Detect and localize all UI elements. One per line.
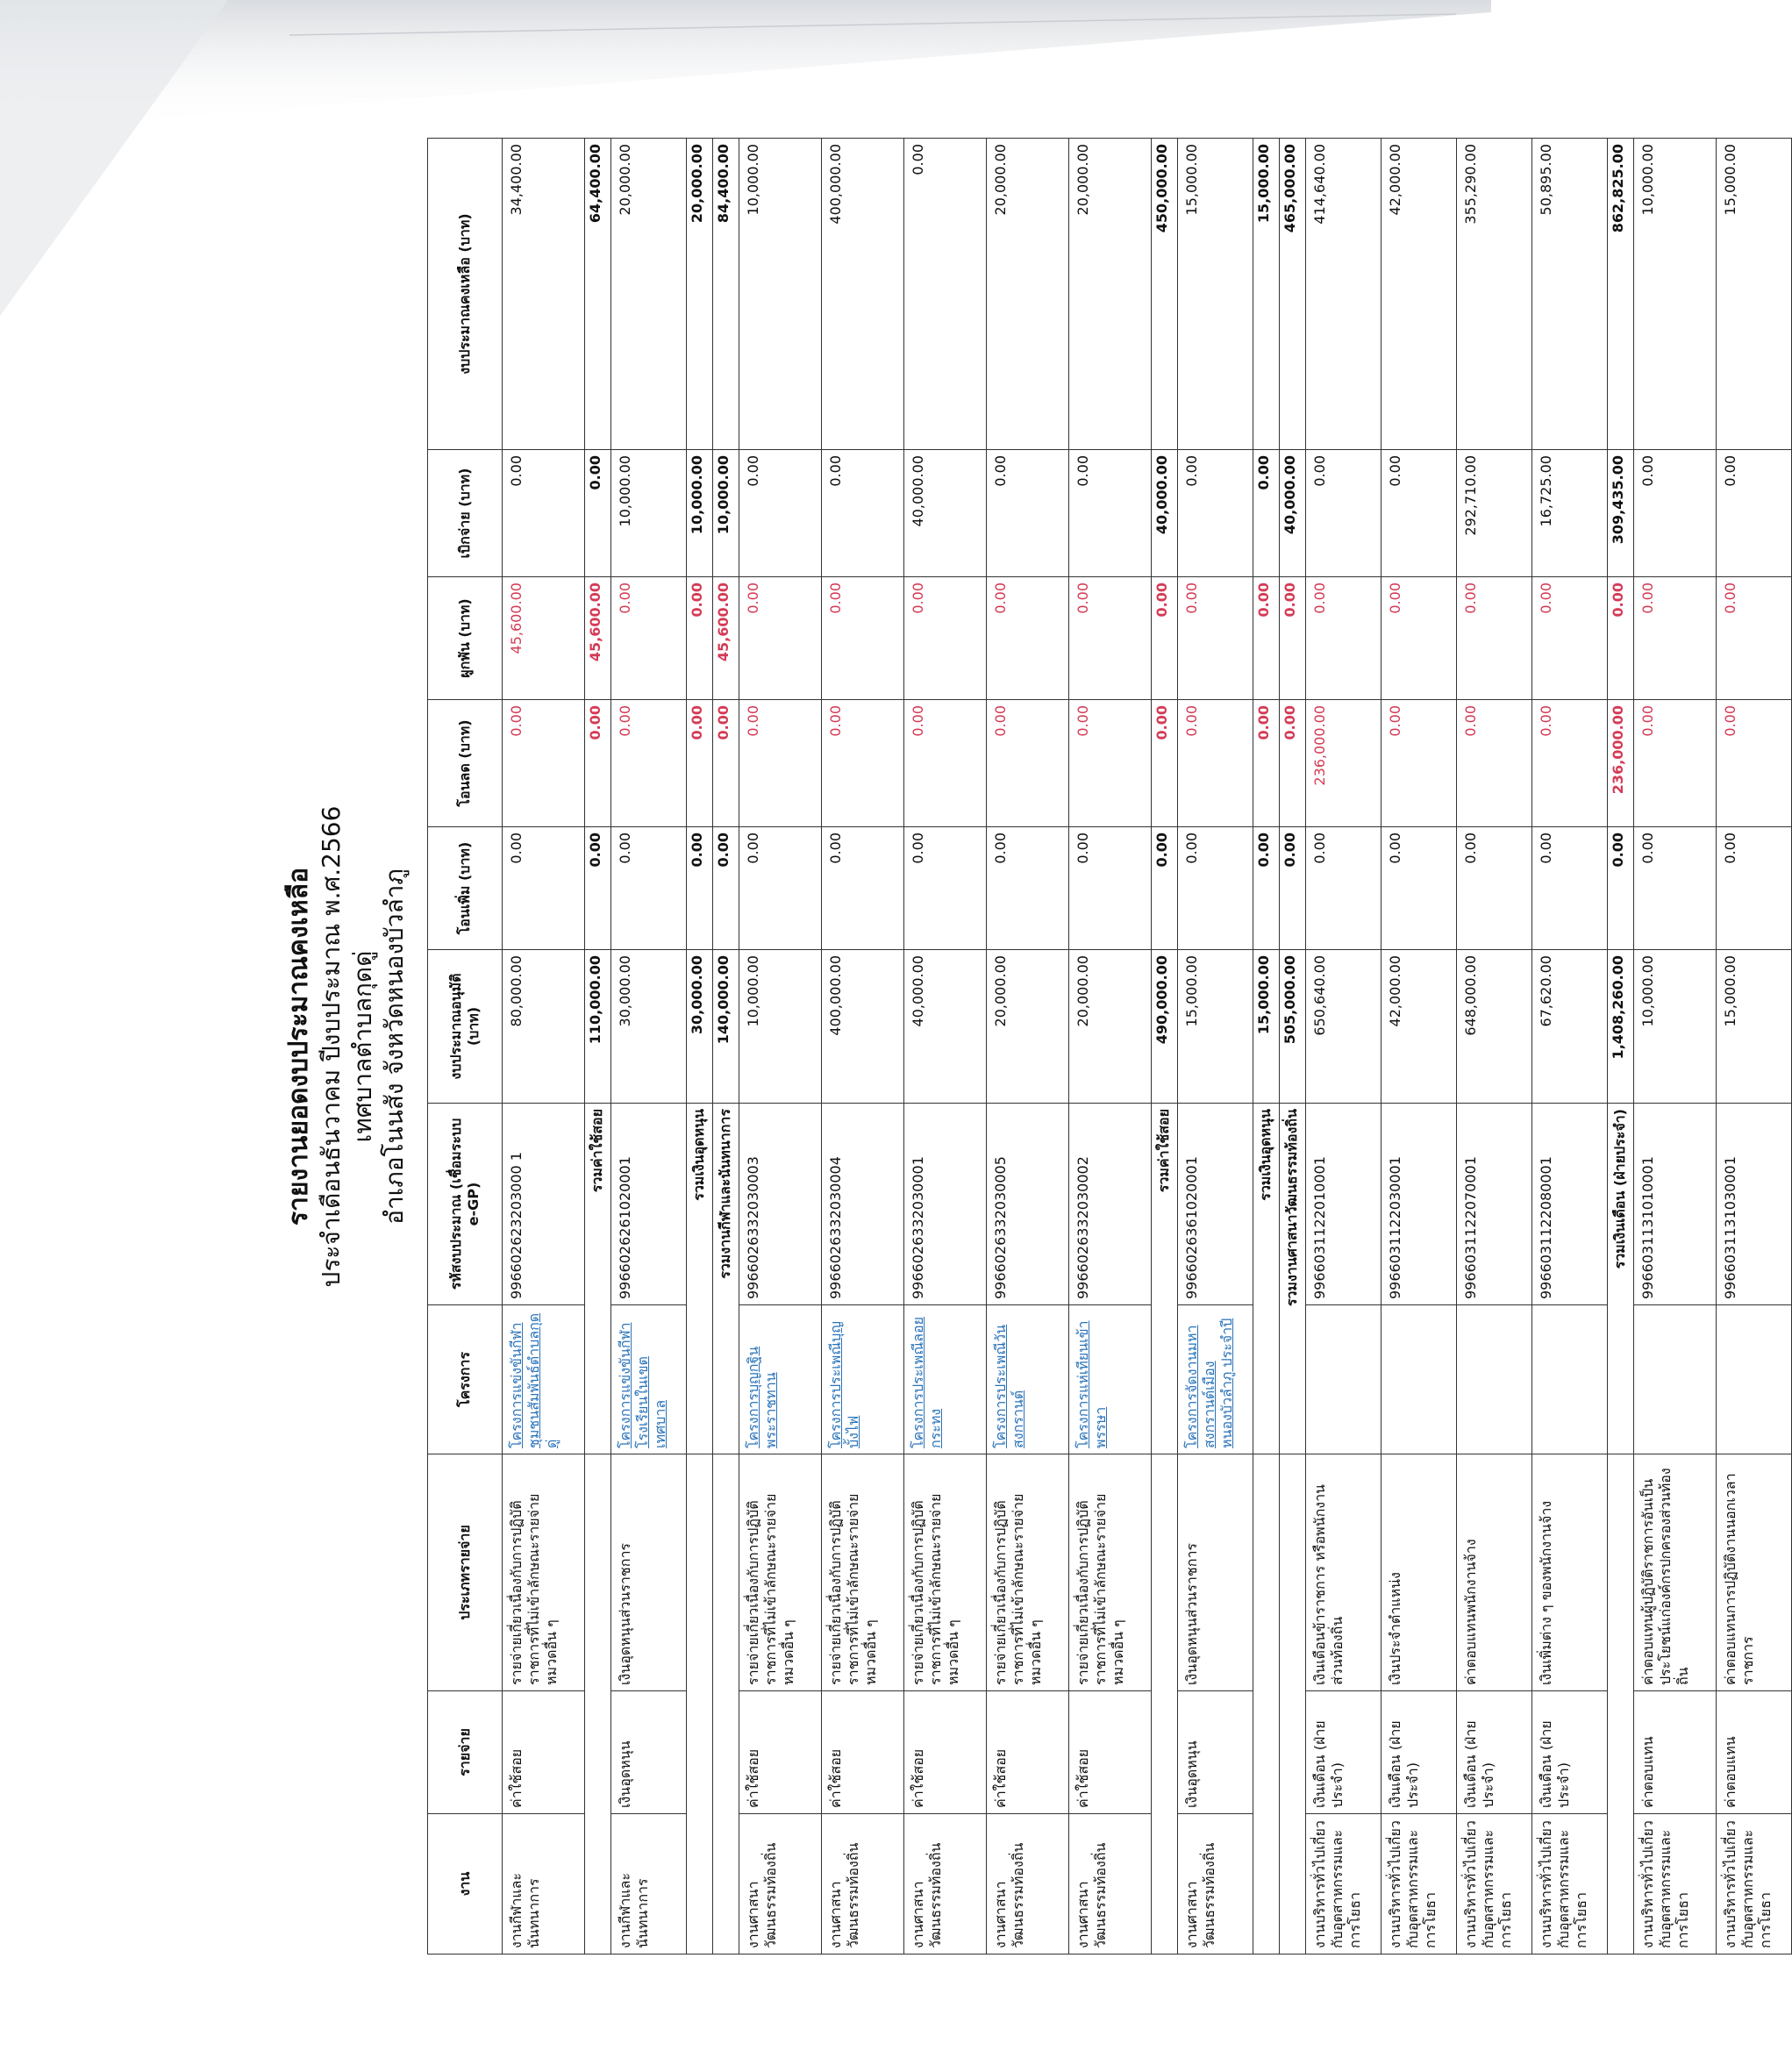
cell-expense-type: รายจ่ายเกี่ยวเนื่องกับการปฏิบัติราชการที่ไม่เข้าลักษณะรายจ่ายหมวดอื่น ๆ bbox=[822, 1454, 904, 1691]
cell-transfer-out: 0.00 bbox=[822, 700, 904, 827]
cell-work: งานกีฬาและนันทนาการ bbox=[503, 1814, 585, 1955]
cell-transfer-out: 0.00 bbox=[1634, 700, 1717, 827]
subtotal-label: รวมเงินเดือน (ฝ่ายประจำ) bbox=[1608, 1104, 1634, 1454]
cell-disbursed: 0.00 bbox=[1306, 450, 1381, 577]
cell-work: งานบริหารทั่วไปเกี่ยวกับอุตสาหกรรมและการโยธา bbox=[1457, 1814, 1532, 1955]
cell-code: 9966026361020001 bbox=[1178, 1104, 1253, 1305]
cell-commitment: 0.00 bbox=[1069, 577, 1152, 700]
col-transfer-in: โอนเพิ่ม (บาท) bbox=[428, 827, 503, 950]
cell-project[interactable]: โครงการแห่เทียนเข้าพรรษา bbox=[1069, 1305, 1152, 1454]
cell-remaining: 862,825.00 bbox=[1608, 139, 1634, 450]
cell-project[interactable]: โครงการประเพณีวันสงกรานต์ bbox=[987, 1305, 1069, 1454]
cell-remaining: 20,000.00 bbox=[987, 139, 1069, 450]
cell-code: 9966031122010001 bbox=[1306, 1104, 1381, 1305]
cell-approved: 20,000.00 bbox=[987, 950, 1069, 1104]
cell-project[interactable]: โครงการบุญกฐินพระราชทาน bbox=[739, 1305, 822, 1454]
table-row bbox=[1306, 139, 1381, 1955]
cell-code: 9966026332030005 bbox=[987, 1104, 1069, 1305]
cell-transfer-out: 236,000.00 bbox=[1608, 700, 1634, 827]
subtotal-row bbox=[1152, 139, 1178, 1955]
cell-work: งานศาสนาวัฒนธรรมท้องถิ่น bbox=[904, 1814, 987, 1955]
cell-code: 9966031122080001 bbox=[1532, 1104, 1608, 1305]
cell-expense: เงินเดือน (ฝ่ายประจำ) bbox=[1381, 1691, 1457, 1814]
col-disbursed: เบิกจ่าย (บาท) bbox=[428, 450, 503, 577]
cell-expense-type: รายจ่ายเกี่ยวเนื่องกับการปฏิบัติราชการที่ไม่เข้าลักษณะรายจ่ายหมวดอื่น ๆ bbox=[739, 1454, 822, 1691]
cell-disbursed: 0.00 bbox=[503, 450, 585, 577]
cell-disbursed: 40,000.00 bbox=[1280, 450, 1306, 577]
cell-transfer-in: 0.00 bbox=[739, 827, 822, 950]
subtotal-label: รวมค่าใช้สอย bbox=[1152, 1104, 1178, 1454]
cell-commitment: 0.00 bbox=[822, 577, 904, 700]
cell-transfer-in: 0.00 bbox=[503, 827, 585, 950]
cell-code: 9966031122030001 bbox=[1381, 1104, 1457, 1305]
cell-disbursed: 0.00 bbox=[987, 450, 1069, 577]
cell-disbursed: 0.00 bbox=[1634, 450, 1717, 577]
cell-remaining: 64,400.00 bbox=[585, 139, 611, 450]
cell-disbursed: 10,000.00 bbox=[687, 450, 713, 577]
cell-code: 9966026332030002 bbox=[1069, 1104, 1152, 1305]
cell-code: 9966026332030003 bbox=[739, 1104, 822, 1305]
subtotal-row bbox=[1608, 139, 1634, 1955]
cell-transfer-out: 0.00 bbox=[1069, 700, 1152, 827]
cell-expense-type: ค่าตอบแทนผู้ปฏิบัติราชการอันเป็นประโยชน์แก่องค์กรปกครองส่วนท้องถิ่น bbox=[1634, 1454, 1717, 1691]
col-commitment: ผูกพัน (บาท) bbox=[428, 577, 503, 700]
table-row bbox=[1381, 139, 1457, 1955]
report-period: ประจำเดือนธันวาคม ปีงบประมาณ พ.ศ.2566 bbox=[317, 805, 346, 1288]
cell-commitment: 0.00 bbox=[1306, 577, 1381, 700]
col-work: งาน bbox=[428, 1814, 503, 1955]
cell-transfer-out: 0.00 bbox=[1178, 700, 1253, 827]
col-remaining: งบประมาณคงเหลือ (บาท) bbox=[428, 139, 503, 450]
report-title: รายงานยอดงบประมาณคงเหลือ bbox=[283, 867, 314, 1226]
cell-transfer-in: 0.00 bbox=[1069, 827, 1152, 950]
cell-work: งานศาสนาวัฒนธรรมท้องถิ่น bbox=[1069, 1814, 1152, 1955]
subtotal-label: รวมงานศาสนาวัฒนธรรมท้องถิ่น bbox=[1280, 1104, 1306, 1454]
cell-remaining: 450,000.00 bbox=[1152, 139, 1178, 450]
cell-expense: ค่าใช้สอย bbox=[1069, 1691, 1152, 1814]
table-row bbox=[739, 139, 822, 1955]
col-expense-type: ประเภทรายจ่าย bbox=[428, 1454, 503, 1691]
cell-transfer-out: 0.00 bbox=[1532, 700, 1608, 827]
subtotal-spacer bbox=[687, 1454, 713, 1955]
cell-commitment: 0.00 bbox=[1280, 577, 1306, 700]
subtotal-spacer bbox=[1253, 1454, 1280, 1955]
subtotal-spacer bbox=[1152, 1454, 1178, 1955]
cell-commitment: 0.00 bbox=[611, 577, 687, 700]
cell-approved: 80,000.00 bbox=[503, 950, 585, 1104]
cell-approved: 42,000.00 bbox=[1381, 950, 1457, 1104]
cell-expense-type: รายจ่ายเกี่ยวเนื่องกับการปฏิบัติราชการที่ไม่เข้าลักษณะรายจ่ายหมวดอื่น ๆ bbox=[987, 1454, 1069, 1691]
cell-transfer-out: 0.00 bbox=[1457, 700, 1532, 827]
cell-expense: ค่าใช้สอย bbox=[987, 1691, 1069, 1814]
cell-transfer-out: 0.00 bbox=[713, 700, 739, 827]
cell-remaining: 84,400.00 bbox=[713, 139, 739, 450]
cell-work: งานบริหารทั่วไปเกี่ยวกับอุตสาหกรรมและการโยธา bbox=[1306, 1814, 1381, 1955]
cell-remaining: 414,640.00 bbox=[1306, 139, 1381, 450]
cell-expense-type: เงินเพิ่มต่าง ๆ ของพนักงานจ้าง bbox=[1532, 1454, 1608, 1691]
cell-transfer-out: 236,000.00 bbox=[1306, 700, 1381, 827]
cell-expense-type: ค่าตอบแทนการปฏิบัติงานนอกเวลาราชการ bbox=[1717, 1454, 1792, 1691]
table-row bbox=[503, 139, 585, 1955]
cell-work: งานกีฬาและนันทนาการ bbox=[611, 1814, 687, 1955]
cell-expense: ค่าใช้สอย bbox=[503, 1691, 585, 1814]
cell-remaining: 465,000.00 bbox=[1280, 139, 1306, 450]
cell-transfer-in: 0.00 bbox=[1152, 827, 1178, 950]
report-org: เทศบาลตำบลกุดดู่ bbox=[348, 950, 377, 1143]
cell-remaining: 15,000.00 bbox=[1178, 139, 1253, 450]
cell-work: งานศาสนาวัฒนธรรมท้องถิ่น bbox=[822, 1814, 904, 1955]
cell-disbursed: 40,000.00 bbox=[1152, 450, 1178, 577]
cell-disbursed: 16,725.00 bbox=[1532, 450, 1608, 577]
subtotal-label: รวมงานกีฬาและนันทนาการ bbox=[713, 1104, 739, 1454]
cell-project bbox=[1532, 1305, 1608, 1454]
subtotal-spacer bbox=[1280, 1454, 1306, 1955]
cell-work: งานบริหารทั่วไปเกี่ยวกับอุตสาหกรรมและการโยธา bbox=[1717, 1814, 1792, 1955]
cell-project[interactable]: โครงการแข่งขันกีฬาโรงเรียนในเขตเทศบาล bbox=[611, 1305, 687, 1454]
cell-expense: เงินอุดหนุน bbox=[611, 1691, 687, 1814]
subtotal-label: รวมเงินอุดหนุน bbox=[687, 1104, 713, 1454]
cell-transfer-in: 0.00 bbox=[585, 827, 611, 950]
cell-transfer-out: 0.00 bbox=[611, 700, 687, 827]
table-row bbox=[1717, 139, 1792, 1955]
cell-remaining: 20,000.00 bbox=[611, 139, 687, 450]
col-project: โครงการ bbox=[428, 1305, 503, 1454]
cell-transfer-in: 0.00 bbox=[1717, 827, 1792, 950]
cell-approved: 30,000.00 bbox=[611, 950, 687, 1104]
budget-table bbox=[427, 138, 1792, 1955]
cell-project bbox=[1457, 1305, 1532, 1454]
cell-expense: ค่าใช้สอย bbox=[904, 1691, 987, 1814]
cell-transfer-out: 0.00 bbox=[1152, 700, 1178, 827]
table-row bbox=[1069, 139, 1152, 1955]
cell-transfer-in: 0.00 bbox=[1608, 827, 1634, 950]
cell-transfer-in: 0.00 bbox=[904, 827, 987, 950]
cell-disbursed: 10,000.00 bbox=[611, 450, 687, 577]
cell-transfer-in: 0.00 bbox=[1457, 827, 1532, 950]
cell-commitment: 0.00 bbox=[1178, 577, 1253, 700]
cell-project[interactable]: โครงการประเพณีลอยกระทง bbox=[904, 1305, 987, 1454]
cell-approved: 505,000.00 bbox=[1280, 950, 1306, 1104]
cell-expense: ค่าใช้สอย bbox=[739, 1691, 822, 1814]
cell-approved: 490,000.00 bbox=[1152, 950, 1178, 1104]
cell-expense: เงินเดือน (ฝ่ายประจำ) bbox=[1457, 1691, 1532, 1814]
cell-remaining: 20,000.00 bbox=[1069, 139, 1152, 450]
subtotal-row bbox=[1253, 139, 1280, 1955]
cell-expense: เงินเดือน (ฝ่ายประจำ) bbox=[1532, 1691, 1608, 1814]
cell-approved: 1,408,260.00 bbox=[1608, 950, 1634, 1104]
cell-approved: 10,000.00 bbox=[739, 950, 822, 1104]
cell-expense: เงินอุดหนุน bbox=[1178, 1691, 1253, 1814]
subtotal-spacer bbox=[713, 1454, 739, 1955]
cell-disbursed: 0.00 bbox=[822, 450, 904, 577]
cell-expense-type: เงินเดือนข้าราชการ หรือพนักงานส่วนท้องถิ่น bbox=[1306, 1454, 1381, 1691]
col-code: รหัสงบประมาณ (เชื่อมระบบ e-GP) bbox=[428, 1104, 503, 1305]
cell-commitment: 0.00 bbox=[1457, 577, 1532, 700]
cell-commitment: 0.00 bbox=[1152, 577, 1178, 700]
cell-remaining: 10,000.00 bbox=[739, 139, 822, 450]
cell-remaining: 42,000.00 bbox=[1381, 139, 1457, 450]
cell-approved: 648,000.00 bbox=[1457, 950, 1532, 1104]
cell-transfer-out: 0.00 bbox=[1280, 700, 1306, 827]
cell-disbursed: 0.00 bbox=[1381, 450, 1457, 577]
subtotal-row bbox=[713, 139, 739, 1955]
cell-transfer-out: 0.00 bbox=[1253, 700, 1280, 827]
cell-disbursed: 0.00 bbox=[585, 450, 611, 577]
cell-approved: 30,000.00 bbox=[687, 950, 713, 1104]
cell-project[interactable]: โครงการประเพณีบุญบั้งไฟ bbox=[822, 1305, 904, 1454]
cell-transfer-out: 0.00 bbox=[1381, 700, 1457, 827]
cell-transfer-in: 0.00 bbox=[822, 827, 904, 950]
cell-expense: ค่าตอบแทน bbox=[1634, 1691, 1717, 1814]
cell-approved: 10,000.00 bbox=[1634, 950, 1717, 1104]
cell-project[interactable]: โครงการจัดงานมหาสงกรานต์เมืองหนองบัวลำภู ประจำปี bbox=[1178, 1305, 1253, 1454]
cell-commitment: 45,600.00 bbox=[713, 577, 739, 700]
col-transfer-out: โอนลด (บาท) bbox=[428, 700, 503, 827]
cell-disbursed: 0.00 bbox=[1717, 450, 1792, 577]
subtotal-label: รวมเงินอุดหนุน bbox=[1253, 1104, 1280, 1454]
table-row bbox=[1178, 139, 1253, 1955]
report-location: อำเภอโนนสัง จังหวัดหนองบัวลำภู bbox=[380, 868, 409, 1225]
cell-commitment: 0.00 bbox=[1532, 577, 1608, 700]
cell-transfer-out: 0.00 bbox=[987, 700, 1069, 827]
cell-code: 9966031131030001 bbox=[1717, 1104, 1792, 1305]
rotated-report bbox=[282, 139, 1774, 1955]
cell-remaining: 15,000.00 bbox=[1253, 139, 1280, 450]
cell-transfer-in: 0.00 bbox=[687, 827, 713, 950]
cell-expense-type: เงินประจำตำแหน่ง bbox=[1381, 1454, 1457, 1691]
cell-commitment: 0.00 bbox=[987, 577, 1069, 700]
cell-transfer-in: 0.00 bbox=[1532, 827, 1608, 950]
subtotal-row bbox=[687, 139, 713, 1955]
cell-disbursed: 0.00 bbox=[1178, 450, 1253, 577]
table-body bbox=[503, 139, 1792, 1955]
cell-transfer-in: 0.00 bbox=[1634, 827, 1717, 950]
cell-approved: 140,000.00 bbox=[713, 950, 739, 1104]
cell-commitment: 0.00 bbox=[687, 577, 713, 700]
table-row bbox=[987, 139, 1069, 1955]
cell-transfer-out: 0.00 bbox=[904, 700, 987, 827]
cell-expense: เงินเดือน (ฝ่ายประจำ) bbox=[1306, 1691, 1381, 1814]
cell-code: 996602623203000 1 bbox=[503, 1104, 585, 1305]
cell-transfer-out: 0.00 bbox=[687, 700, 713, 827]
cell-approved: 15,000.00 bbox=[1253, 950, 1280, 1104]
cell-transfer-out: 0.00 bbox=[503, 700, 585, 827]
cell-remaining: 20,000.00 bbox=[687, 139, 713, 450]
cell-transfer-in: 0.00 bbox=[1306, 827, 1381, 950]
cell-expense-type: รายจ่ายเกี่ยวเนื่องกับการปฏิบัติราชการที่ไม่เข้าลักษณะรายจ่ายหมวดอื่น ๆ bbox=[1069, 1454, 1152, 1691]
cell-work: งานบริหารทั่วไปเกี่ยวกับอุตสาหกรรมและการโยธา bbox=[1532, 1814, 1608, 1955]
cell-approved: 20,000.00 bbox=[1069, 950, 1152, 1104]
cell-approved: 67,620.00 bbox=[1532, 950, 1608, 1104]
cell-remaining: 34,400.00 bbox=[503, 139, 585, 450]
cell-disbursed: 10,000.00 bbox=[713, 450, 739, 577]
subtotal-row bbox=[1280, 139, 1306, 1955]
cell-disbursed: 0.00 bbox=[1069, 450, 1152, 577]
col-expense: รายจ่าย bbox=[428, 1691, 503, 1814]
cell-work: งานบริหารทั่วไปเกี่ยวกับอุตสาหกรรมและการโยธา bbox=[1381, 1814, 1457, 1955]
cell-transfer-in: 0.00 bbox=[1280, 827, 1306, 950]
cell-expense-type: รายจ่ายเกี่ยวเนื่องกับการปฏิบัติราชการที่ไม่เข้าลักษณะรายจ่ายหมวดอื่น ๆ bbox=[503, 1454, 585, 1691]
cell-transfer-in: 0.00 bbox=[1253, 827, 1280, 950]
cell-remaining: 355,290.00 bbox=[1457, 139, 1532, 450]
cell-work: งานศาสนาวัฒนธรรมท้องถิ่น bbox=[1178, 1814, 1253, 1955]
cell-project[interactable]: โครงการแข่งขันกีฬาชุมชนสัมพันธ์ตำบลกุดดู่ bbox=[503, 1305, 585, 1454]
cell-commitment: 0.00 bbox=[904, 577, 987, 700]
cell-expense: ค่าใช้สอย bbox=[822, 1691, 904, 1814]
table-row bbox=[1457, 139, 1532, 1955]
cell-transfer-in: 0.00 bbox=[1178, 827, 1253, 950]
cell-commitment: 0.00 bbox=[1717, 577, 1792, 700]
subtotal-row bbox=[585, 139, 611, 1955]
cell-project bbox=[1306, 1305, 1381, 1454]
cell-commitment: 45,600.00 bbox=[585, 577, 611, 700]
cell-remaining: 400,000.00 bbox=[822, 139, 904, 450]
cell-expense-type: เงินอุดหนุนส่วนราชการ bbox=[1178, 1454, 1253, 1691]
cell-approved: 400,000.00 bbox=[822, 950, 904, 1104]
cell-transfer-out: 0.00 bbox=[739, 700, 822, 827]
cell-approved: 40,000.00 bbox=[904, 950, 987, 1104]
cell-code: 9966031122070001 bbox=[1457, 1104, 1532, 1305]
table-row bbox=[1634, 139, 1717, 1955]
cell-remaining: 50,895.00 bbox=[1532, 139, 1608, 450]
cell-code: 9966026332030004 bbox=[822, 1104, 904, 1305]
cell-transfer-in: 0.00 bbox=[713, 827, 739, 950]
subtotal-spacer bbox=[1608, 1454, 1634, 1955]
table-row bbox=[822, 139, 904, 1955]
col-approved: งบประมาณอนุมัติ (บาท) bbox=[428, 950, 503, 1104]
cell-approved: 650,640.00 bbox=[1306, 950, 1381, 1104]
cell-work: งานบริหารทั่วไปเกี่ยวกับอุตสาหกรรมและการโยธา bbox=[1634, 1814, 1717, 1955]
cell-approved: 15,000.00 bbox=[1717, 950, 1792, 1104]
subtotal-spacer bbox=[585, 1454, 611, 1955]
cell-approved: 110,000.00 bbox=[585, 950, 611, 1104]
cell-approved: 15,000.00 bbox=[1178, 950, 1253, 1104]
report-header bbox=[282, 139, 411, 1955]
cell-transfer-out: 0.00 bbox=[585, 700, 611, 827]
cell-commitment: 0.00 bbox=[1253, 577, 1280, 700]
cell-project bbox=[1634, 1305, 1717, 1454]
subtotal-label: รวมค่าใช้สอย bbox=[585, 1104, 611, 1454]
cell-commitment: 0.00 bbox=[1608, 577, 1634, 700]
cell-project bbox=[1381, 1305, 1457, 1454]
cell-transfer-in: 0.00 bbox=[987, 827, 1069, 950]
cell-expense-type: รายจ่ายเกี่ยวเนื่องกับการปฏิบัติราชการที่ไม่เข้าลักษณะรายจ่ายหมวดอื่น ๆ bbox=[904, 1454, 987, 1691]
cell-transfer-out: 0.00 bbox=[1717, 700, 1792, 827]
cell-code: 9966026261020001 bbox=[611, 1104, 687, 1305]
table-row bbox=[611, 139, 687, 1955]
cell-disbursed: 0.00 bbox=[739, 450, 822, 577]
cell-disbursed: 292,710.00 bbox=[1457, 450, 1532, 577]
table-row bbox=[904, 139, 987, 1955]
cell-expense-type: ค่าตอบแทนพนักงานจ้าง bbox=[1457, 1454, 1532, 1691]
cell-commitment: 0.00 bbox=[1381, 577, 1457, 700]
cell-code: 9966026332030001 bbox=[904, 1104, 987, 1305]
cell-code: 9966031131010001 bbox=[1634, 1104, 1717, 1305]
cell-transfer-in: 0.00 bbox=[611, 827, 687, 950]
cell-expense-type: เงินอุดหนุนส่วนราชการ bbox=[611, 1454, 687, 1691]
table-row bbox=[1532, 139, 1608, 1955]
cell-expense: ค่าตอบแทน bbox=[1717, 1691, 1792, 1814]
cell-work: งานศาสนาวัฒนธรรมท้องถิ่น bbox=[739, 1814, 822, 1955]
cell-remaining: 15,000.00 bbox=[1717, 139, 1792, 450]
cell-commitment: 45,600.00 bbox=[503, 577, 585, 700]
cell-work: งานศาสนาวัฒนธรรมท้องถิ่น bbox=[987, 1814, 1069, 1955]
cell-project bbox=[1717, 1305, 1792, 1454]
cell-disbursed: 40,000.00 bbox=[904, 450, 987, 577]
cell-commitment: 0.00 bbox=[739, 577, 822, 700]
cell-remaining: 10,000.00 bbox=[1634, 139, 1717, 450]
cell-disbursed: 309,435.00 bbox=[1608, 450, 1634, 577]
cell-remaining: 0.00 bbox=[904, 139, 987, 450]
table-header-row bbox=[428, 139, 503, 1955]
cell-transfer-in: 0.00 bbox=[1381, 827, 1457, 950]
cell-commitment: 0.00 bbox=[1634, 577, 1717, 700]
cell-disbursed: 0.00 bbox=[1253, 450, 1280, 577]
